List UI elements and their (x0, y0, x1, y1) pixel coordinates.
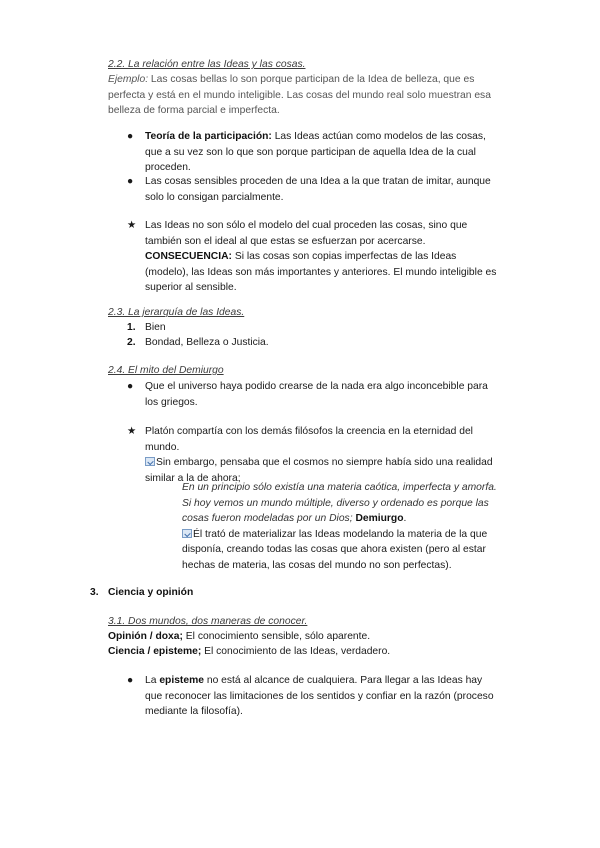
consecuencia-label: CONSECUENCIA: (145, 251, 232, 262)
list-number: 1. (127, 322, 136, 333)
bullet-icon: ● (127, 381, 134, 392)
image-icon (182, 529, 192, 538)
list-number: 2. (127, 337, 136, 348)
image-icon (145, 457, 155, 466)
demiurgo-quote: En un principio sólo existía una materia caótica, imperfecta y amorfa. Si hoy vemos un mundo múltiple, diverso y ordenado es porque las cosas fueron modeladas por un Dios; Demiurgo. Él trató de materializar las Ideas modelando la materia de la que disponía, creando todas las cosas que ahora existen (pero al estar hechas de materia, las cosas del mundo no son perfectas). (182, 482, 497, 571)
section-heading-2-3: 2.3. La jerarquía de las Ideas. (108, 307, 245, 318)
star-icon: ★ (127, 220, 137, 231)
example-paragraph: Ejemplo: Las cosas bellas lo son porque participan de la Idea de belleza, que es perfecta y está en el mundo inteligible. Las cosas del mundo real solo muestran esa belleza de forma parcial e imperfecta. (108, 74, 491, 116)
definition-opinion: Opinión / doxa; El conocimiento sensible, sólo aparente. (108, 631, 371, 642)
bullet-icon: ● (127, 131, 134, 142)
episteme-term: episteme (159, 675, 204, 686)
demiurgo-term: Demiurgo (355, 513, 404, 524)
star-icon: ★ (127, 426, 137, 437)
bullet-icon: ● (127, 176, 134, 187)
section-heading-2-2: 2.2. La relación entre las Ideas y las cosas. (108, 59, 306, 70)
section-heading-2-4: 2.4. El mito del Demiurgo (108, 365, 224, 376)
example-label: Ejemplo: (108, 74, 149, 85)
section-number: 3. (90, 587, 99, 598)
section-heading-3-1: 3.1. Dos mundos, dos maneras de conocer. (108, 616, 308, 627)
definition-ciencia: Ciencia / episteme; El conocimiento de las Ideas, verdadero. (108, 646, 391, 657)
bullet-icon: ● (127, 675, 134, 686)
